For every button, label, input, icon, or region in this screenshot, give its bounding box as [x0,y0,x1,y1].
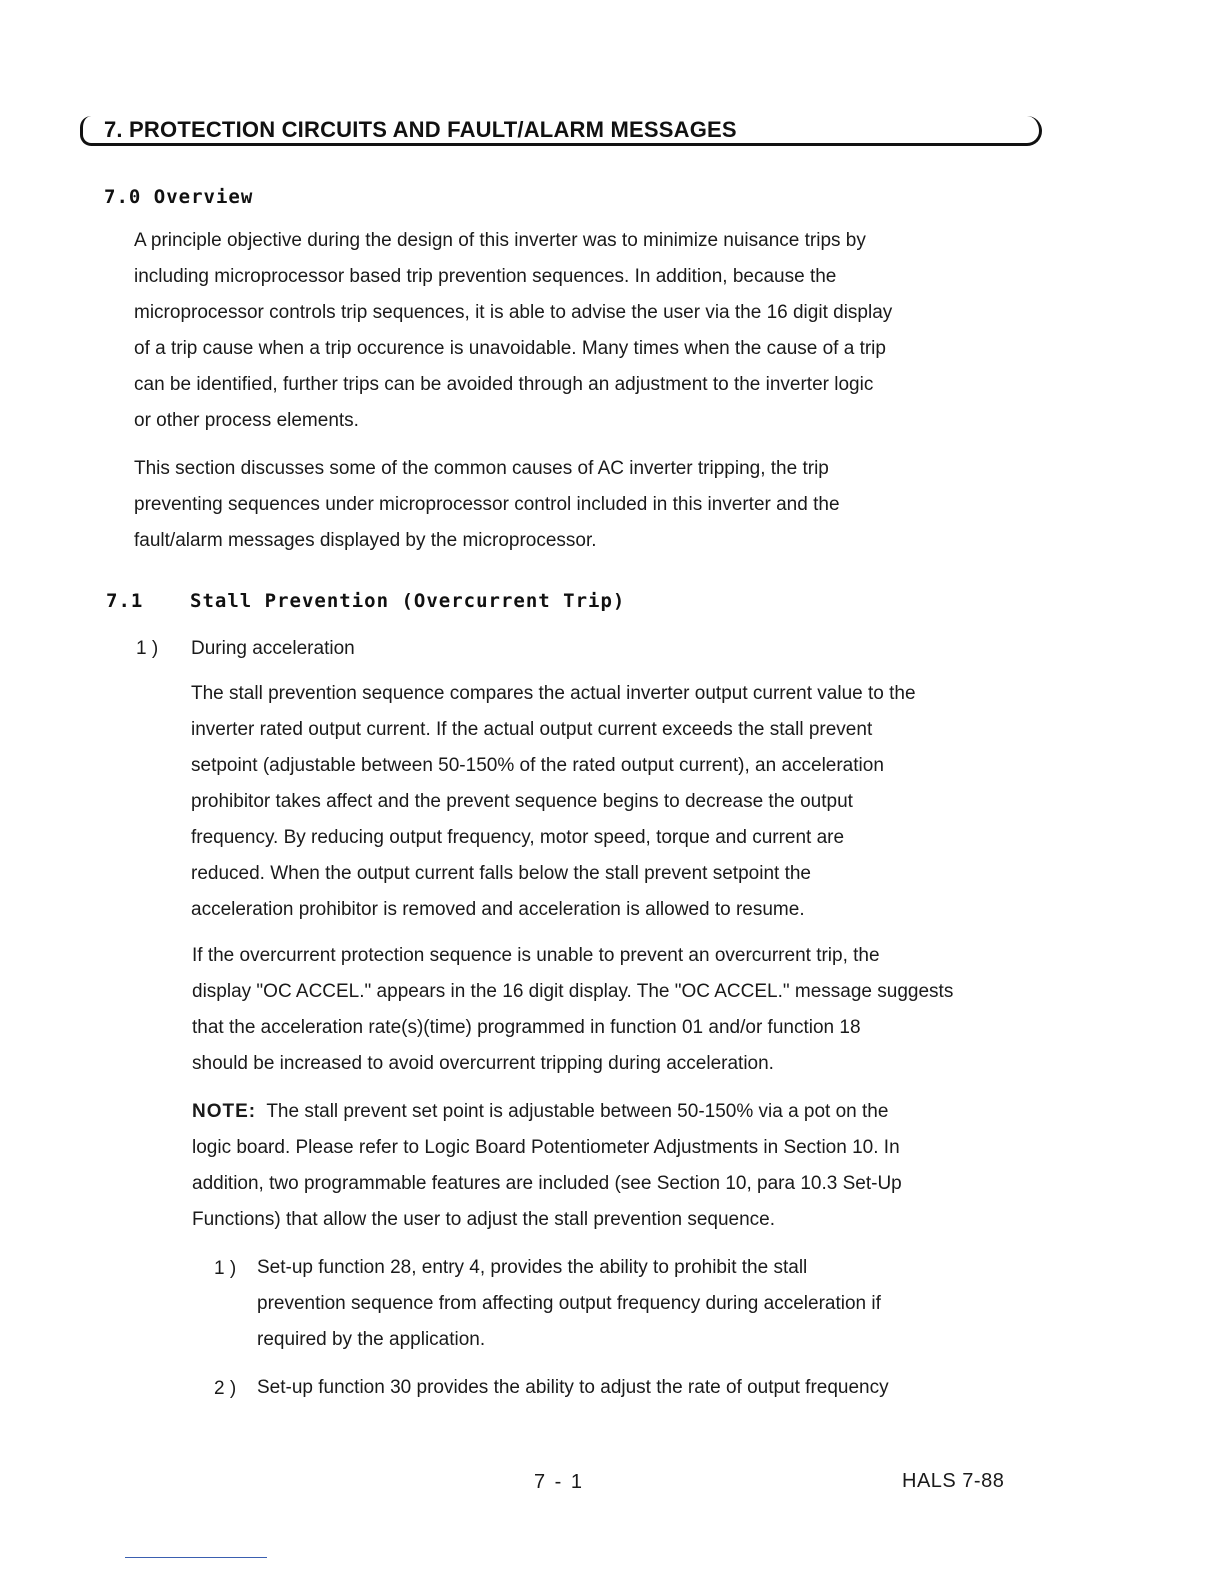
text-line: should be increased to avoid overcurrent tripping during acceleration. [192,1053,774,1074]
text-line: microprocessor controls trip sequences, it is able to advise the user via the 16 digit display [134,302,893,323]
text-line: required by the application. [257,1329,486,1350]
text-line: can be identified, further trips can be avoided through an adjustment to the inverter logic [134,374,874,395]
chapter-title: 7. PROTECTION CIRCUITS AND FAULT/ALARM MESSAGES [104,117,737,142]
text-line: display "OC ACCEL." appears in the 16 digit display. The "OC ACCEL." message suggests [192,981,954,1002]
text-line: of a trip cause when a trip occurence is unavoidable. Many times when the cause of a trip [134,338,886,359]
text-line: Set-up function 30 provides the ability to adjust the rate of output frequency [257,1377,889,1398]
stall-paragraph-2 [192,938,953,1082]
text-line: A principle objective during the design of this inverter was to minimize nuisance trips by [134,230,866,251]
text-line: This section discusses some of the common causes of AC inverter tripping, the trip [134,458,829,479]
overview-paragraph-1 [134,223,892,439]
text-line: prevention sequence from affecting output frequency during acceleration if [257,1293,881,1314]
text-line: fault/alarm messages displayed by the microprocessor. [134,530,597,551]
overview-paragraph-2 [134,451,840,559]
item-1-title: During acceleration [191,638,355,659]
sub-item-1-marker: 1 ) [214,1258,237,1279]
text-line: addition, two programmable features are included (see Section 10, para 10.3 Set-Up [192,1173,902,1194]
overview-heading: 7.0 Overview [104,186,254,208]
stall-section-heading: Stall Prevention (Overcurrent Trip) [190,590,626,612]
text-line: reduced. When the output current falls below the stall prevent setpoint the [191,863,811,884]
note-first-line [192,1094,902,1130]
text-line: acceleration prohibitor is removed and acceleration is allowed to resume. [191,899,805,920]
text-line: logic board. Please refer to Logic Board Potentiometer Adjustments in Section 10. In [192,1137,900,1158]
text-line: The stall prevention sequence compares the actual inverter output current value to the [191,683,916,704]
text-line: Functions) that allow the user to adjust the stall prevention sequence. [192,1209,776,1230]
text-line: preventing sequences under microprocessor control included in this inverter and the [134,494,840,515]
note-label: NOTE: [192,1101,257,1122]
text-line: or other process elements. [134,410,359,431]
sub-item-1-text [257,1250,881,1358]
note-paragraph [192,1094,902,1238]
sub-item-2-marker: 2 ) [214,1378,237,1399]
note-text: The stall prevent set point is adjustable between 50-150% via a pot on the [256,1101,889,1122]
text-line: that the acceleration rate(s)(time) programmed in function 01 and/or function 18 [192,1017,861,1038]
text-line: prohibitor takes affect and the prevent sequence begins to decrease the output [191,791,853,812]
page-number: 7 - 1 [534,1471,585,1493]
stall-paragraph-1 [191,676,916,928]
item-1-marker: 1 ) [136,638,159,659]
text-line: setpoint (adjustable between 50-150% of the rated output current), an acceleration [191,755,884,776]
text-line: If the overcurrent protection sequence is unable to prevent an overcurrent trip, the [192,945,880,966]
text-line: frequency. By reducing output frequency, motor speed, torque and current are [191,827,845,848]
text-line: Set-up function 28, entry 4, provides the ability to prohibit the stall [257,1257,808,1278]
sub-item-2-text [257,1370,889,1406]
footer-divider [125,1557,267,1558]
stall-section-number: 7.1 [106,590,144,612]
text-line: including microprocessor based trip prevention sequences. In addition, because the [134,266,837,287]
document-code: HALS 7-88 [902,1470,1005,1492]
text-line: inverter rated output current. If the actual output current exceeds the stall prevent [191,719,873,740]
